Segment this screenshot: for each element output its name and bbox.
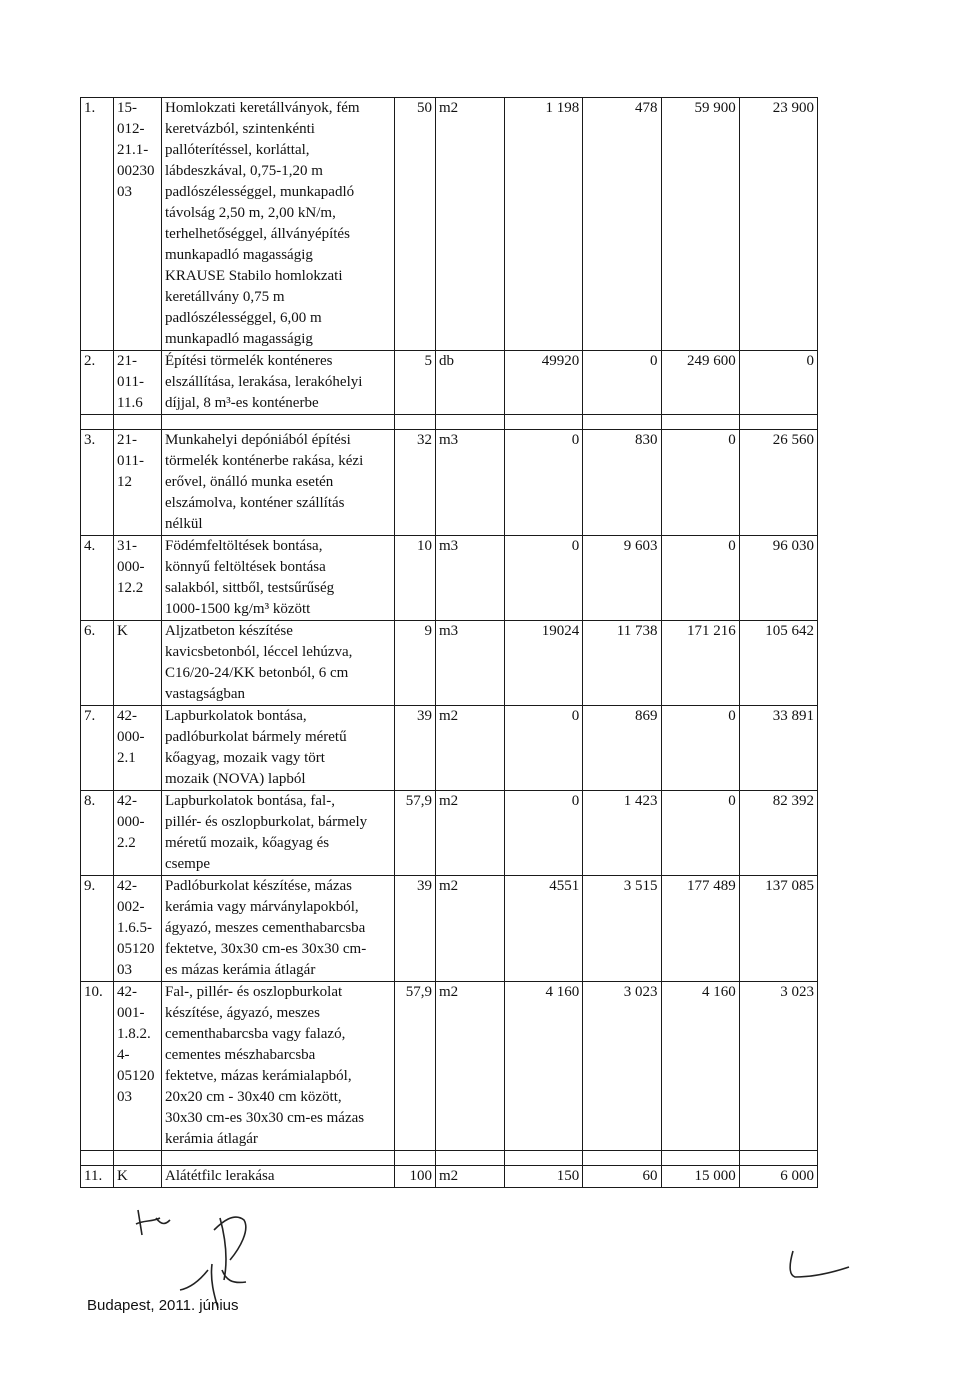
item-number-cell: 6. — [81, 621, 114, 706]
labor-total-cell: 33 891 — [739, 706, 817, 791]
material-total-cell: 0 — [661, 791, 739, 876]
row-spacer — [81, 1151, 818, 1166]
spacer-cell — [739, 415, 817, 430]
item-code-cell-line: 42- — [117, 878, 137, 894]
spacer-cell — [583, 1151, 661, 1166]
item-code-cell — [114, 430, 162, 536]
quantity-cell: 9 — [395, 621, 436, 706]
item-description-cell-line: 1000-1500 kg/m³ között — [165, 601, 311, 617]
quantity-cell: 50 — [395, 98, 436, 351]
item-code-cell-line: 03 — [117, 1089, 132, 1105]
item-code-cell-line: 11.6 — [117, 395, 143, 411]
item-description-cell-line: keretvázból, szintenkénti — [165, 121, 315, 137]
material-unit-price-cell: 4 160 — [505, 982, 583, 1151]
item-number-cell: 8. — [81, 791, 114, 876]
labor-unit-price-cell: 830 — [583, 430, 661, 536]
item-description-cell-line: Padlóburkolat készítése, mázas — [165, 878, 353, 894]
table-row — [81, 621, 818, 706]
spacer-cell — [739, 1151, 817, 1166]
item-code-cell — [114, 791, 162, 876]
item-number-cell: 3. — [81, 430, 114, 536]
unit-cell: m2 — [436, 98, 505, 351]
item-description-cell — [162, 876, 395, 982]
quantity-cell: 39 — [395, 706, 436, 791]
material-unit-price-cell: 1 198 — [505, 98, 583, 351]
item-code-cell-line: 002- — [117, 899, 145, 915]
table-row — [81, 1166, 818, 1188]
item-code-cell-line: 011- — [117, 453, 144, 469]
place-date: Budapest, 2011. június — [87, 1297, 239, 1314]
quantity-cell: 57,9 — [395, 982, 436, 1151]
item-description-cell-line: keretállvány 0,75 m — [165, 289, 285, 305]
unit-cell: db — [436, 351, 505, 415]
unit-cell: m2 — [436, 1166, 505, 1188]
item-code-cell — [114, 876, 162, 982]
item-code-cell-line: 1.8.2. — [117, 1026, 151, 1042]
item-description-cell-line: munkapadló magasságig — [165, 331, 313, 347]
item-code-cell — [114, 706, 162, 791]
labor-total-cell: 137 085 — [739, 876, 817, 982]
item-code-cell-line: 05120 — [117, 1068, 155, 1084]
item-description-cell-line: Lapburkolatok bontása, — [165, 708, 307, 724]
item-description-cell-line: könnyű feltöltések bontása — [165, 559, 326, 575]
item-code-cell — [114, 98, 162, 351]
item-description-cell-line: Fal-, pillér- és oszlopburkolat — [165, 984, 343, 1000]
item-description-cell — [162, 98, 395, 351]
labor-total-cell: 82 392 — [739, 791, 817, 876]
item-description-cell-line: vastagságban — [165, 686, 245, 702]
material-total-cell: 0 — [661, 430, 739, 536]
item-description-cell-line: Alátétfilc lerakása — [165, 1168, 275, 1184]
spacer-cell — [162, 1151, 395, 1166]
spacer-cell — [505, 415, 583, 430]
item-number-cell: 4. — [81, 536, 114, 621]
spacer-cell — [505, 1151, 583, 1166]
item-description-cell — [162, 536, 395, 621]
material-unit-price-cell: 19024 — [505, 621, 583, 706]
table-row — [81, 876, 818, 982]
table-row — [81, 536, 818, 621]
material-unit-price-cell: 49920 — [505, 351, 583, 415]
item-number-cell: 1. — [81, 98, 114, 351]
material-unit-price-cell: 4551 — [505, 876, 583, 982]
item-code-cell-line: 000- — [117, 559, 145, 575]
material-total-cell: 0 — [661, 536, 739, 621]
item-code-cell-line: 31- — [117, 538, 137, 554]
unit-cell: m3 — [436, 621, 505, 706]
item-description-cell-line: padlószélességgel, munkapadló — [165, 184, 355, 200]
item-description-cell-line: kavicsbetonból, léccel lehúzva, — [165, 644, 353, 660]
item-description-cell-line: KRAUSE Stabilo homlokzati — [165, 268, 343, 284]
item-code-cell-line: 12.2 — [117, 580, 144, 596]
unit-cell: m2 — [436, 876, 505, 982]
item-description-cell-line: cementes mészhabarcsba — [165, 1047, 316, 1063]
spacer-cell — [436, 1151, 505, 1166]
item-description-cell-line: padlóburkolat bármely méretű — [165, 729, 347, 745]
item-code-cell — [114, 1166, 162, 1188]
item-description-cell-line: C16/20-24/KK betonból, 6 cm — [165, 665, 349, 681]
item-description-cell-line: terhelhetőséggel, állványépítés — [165, 226, 350, 242]
item-description-cell-line: díjjal, 8 m³-es konténerbe — [165, 395, 319, 411]
item-code-cell-line: 012- — [117, 121, 145, 137]
item-code-cell-line: 12 — [117, 474, 132, 490]
labor-total-cell: 3 023 — [739, 982, 817, 1151]
item-code-cell-line: 4- — [117, 1047, 130, 1063]
item-code-cell-line: 21- — [117, 432, 137, 448]
labor-unit-price-cell: 9 603 — [583, 536, 661, 621]
item-code-cell-line: K — [117, 623, 128, 639]
item-code-cell-line: 011- — [117, 374, 144, 390]
item-code-cell-line: 21.1- — [117, 142, 149, 158]
item-code-cell-line: 21- — [117, 353, 137, 369]
labor-unit-price-cell: 869 — [583, 706, 661, 791]
material-unit-price-cell: 150 — [505, 1166, 583, 1188]
spacer-cell — [81, 1151, 114, 1166]
labor-unit-price-cell: 0 — [583, 351, 661, 415]
labor-unit-price-cell: 3 023 — [583, 982, 661, 1151]
item-code-cell-line: 42- — [117, 793, 137, 809]
item-description-cell-line: 20x20 cm - 30x40 cm között, — [165, 1089, 342, 1105]
spacer-cell — [436, 415, 505, 430]
labor-total-cell: 105 642 — [739, 621, 817, 706]
material-unit-price-cell: 0 — [505, 430, 583, 536]
spacer-cell — [395, 415, 436, 430]
item-description-cell-line: cementhabarcsba vagy falazó, — [165, 1026, 346, 1042]
item-description-cell-line: Aljzatbeton készítése — [165, 623, 293, 639]
item-code-cell-line: 42- — [117, 708, 137, 724]
item-code-cell-line: 2.2 — [117, 835, 136, 851]
item-description-cell — [162, 791, 395, 876]
item-description-cell-line: lábdeszkával, 0,75-1,20 m — [165, 163, 323, 179]
labor-unit-price-cell: 478 — [583, 98, 661, 351]
item-description-cell-line: munkapadló magasságig — [165, 247, 313, 263]
cost-estimate-table — [80, 97, 818, 1188]
table-row — [81, 982, 818, 1151]
item-description-cell-line: mozaik (NOVA) lapból — [165, 771, 306, 787]
item-code-cell-line: 1.6.5- — [117, 920, 152, 936]
material-total-cell: 249 600 — [661, 351, 739, 415]
item-description-cell-line: méretű mozaik, kőagyag és — [165, 835, 330, 851]
spacer-cell — [114, 1151, 162, 1166]
item-description-cell-line: erővel, önálló munka esetén — [165, 474, 334, 490]
item-description-cell-line: ágyazó, meszes cementhabarcsba — [165, 920, 366, 936]
material-total-cell: 0 — [661, 706, 739, 791]
labor-total-cell: 96 030 — [739, 536, 817, 621]
item-description-cell-line: pallóterítéssel, korláttal, — [165, 142, 310, 158]
item-number-cell: 7. — [81, 706, 114, 791]
item-code-cell-line: 2.1 — [117, 750, 136, 766]
quantity-cell: 57,9 — [395, 791, 436, 876]
unit-cell: m2 — [436, 791, 505, 876]
item-description-cell-line: padlószélességgel, 6,00 m — [165, 310, 322, 326]
table-row — [81, 98, 818, 351]
item-description-cell-line: csempe — [165, 856, 210, 872]
unit-cell: m3 — [436, 430, 505, 536]
quantity-cell: 100 — [395, 1166, 436, 1188]
item-description-cell-line: Homlokzati keretállványok, fém — [165, 100, 360, 116]
item-number-cell: 10. — [81, 982, 114, 1151]
item-description-cell-line: Építési törmelék konténeres — [165, 353, 333, 369]
spacer-cell — [395, 1151, 436, 1166]
quantity-cell: 10 — [395, 536, 436, 621]
item-description-cell-line: nélkül — [165, 516, 203, 532]
item-code-cell-line: 05120 — [117, 941, 155, 957]
item-description-cell-line: Födémfeltöltések bontása, — [165, 538, 323, 554]
item-code-cell-line: K — [117, 1168, 128, 1184]
table-row — [81, 430, 818, 536]
spacer-cell — [661, 415, 739, 430]
table-row — [81, 791, 818, 876]
spacer-cell — [162, 415, 395, 430]
item-code-cell-line: 15- — [117, 100, 137, 116]
item-description-cell-line: kerámia vagy márványlapokból, — [165, 899, 359, 915]
row-spacer — [81, 415, 818, 430]
item-description-cell-line: Munkahelyi depóniából építési — [165, 432, 351, 448]
item-code-cell-line: 00230 — [117, 163, 155, 179]
item-description-cell-line: elszámolva, konténer szállítás — [165, 495, 345, 511]
item-description-cell-line: fektetve, 30x30 cm-es 30x30 cm- — [165, 941, 367, 957]
material-total-cell: 4 160 — [661, 982, 739, 1151]
labor-total-cell: 23 900 — [739, 98, 817, 351]
item-code-cell-line: 000- — [117, 814, 145, 830]
item-code-cell-line: 42- — [117, 984, 137, 1000]
item-description-cell-line: készítése, ágyazó, meszes — [165, 1005, 320, 1021]
item-code-cell — [114, 351, 162, 415]
labor-unit-price-cell: 11 738 — [583, 621, 661, 706]
item-code-cell-line: 000- — [117, 729, 145, 745]
item-description-cell — [162, 982, 395, 1151]
quantity-cell: 39 — [395, 876, 436, 982]
labor-unit-price-cell: 3 515 — [583, 876, 661, 982]
item-description-cell-line: Lapburkolatok bontása, fal-, — [165, 793, 335, 809]
item-code-cell — [114, 536, 162, 621]
spacer-cell — [81, 415, 114, 430]
material-total-cell: 59 900 — [661, 98, 739, 351]
item-description-cell-line: távolság 2,50 m, 2,00 kN/m, — [165, 205, 336, 221]
item-description-cell-line: kőagyag, mozaik vagy tört — [165, 750, 325, 766]
item-description-cell-line: elszállítása, lerakása, lerakóhelyi — [165, 374, 363, 390]
item-code-cell-line: 001- — [117, 1005, 145, 1021]
material-unit-price-cell: 0 — [505, 706, 583, 791]
item-description-cell-line: es mázas kerámia átlagár — [165, 962, 316, 978]
item-code-cell — [114, 982, 162, 1151]
item-number-cell: 11. — [81, 1166, 114, 1188]
labor-total-cell: 26 560 — [739, 430, 817, 536]
item-description-cell-line: törmelék konténerbe rakása, kézi — [165, 453, 364, 469]
item-description-cell-line: 30x30 cm-es 30x30 cm-es mázas — [165, 1110, 365, 1126]
material-total-cell: 177 489 — [661, 876, 739, 982]
item-description-cell-line: pillér- és oszlopburkolat, bármely — [165, 814, 368, 830]
item-code-cell-line: 03 — [117, 962, 132, 978]
item-description-cell — [162, 706, 395, 791]
table-row — [81, 351, 818, 415]
quantity-cell: 32 — [395, 430, 436, 536]
item-description-cell — [162, 430, 395, 536]
material-total-cell: 15 000 — [661, 1166, 739, 1188]
labor-unit-price-cell: 1 423 — [583, 791, 661, 876]
item-description-cell-line: salakból, sittből, testsűrűség — [165, 580, 335, 596]
quantity-cell: 5 — [395, 351, 436, 415]
item-number-cell: 9. — [81, 876, 114, 982]
material-total-cell: 171 216 — [661, 621, 739, 706]
unit-cell: m2 — [436, 982, 505, 1151]
signature-scribble-right — [785, 1245, 855, 1285]
table-row — [81, 706, 818, 791]
spacer-cell — [114, 415, 162, 430]
material-unit-price-cell: 0 — [505, 536, 583, 621]
item-description-cell — [162, 621, 395, 706]
item-description-cell-line: kerámia átlagár — [165, 1131, 258, 1147]
material-unit-price-cell: 0 — [505, 791, 583, 876]
item-description-cell-line: fektetve, mázas kerámialapból, — [165, 1068, 352, 1084]
unit-cell: m3 — [436, 536, 505, 621]
item-description-cell — [162, 351, 395, 415]
item-number-cell: 2. — [81, 351, 114, 415]
item-code-cell — [114, 621, 162, 706]
unit-cell: m2 — [436, 706, 505, 791]
labor-total-cell: 0 — [739, 351, 817, 415]
spacer-cell — [583, 415, 661, 430]
spacer-cell — [661, 1151, 739, 1166]
labor-unit-price-cell: 60 — [583, 1166, 661, 1188]
item-code-cell-line: 03 — [117, 184, 132, 200]
labor-total-cell: 6 000 — [739, 1166, 817, 1188]
item-description-cell — [162, 1166, 395, 1188]
